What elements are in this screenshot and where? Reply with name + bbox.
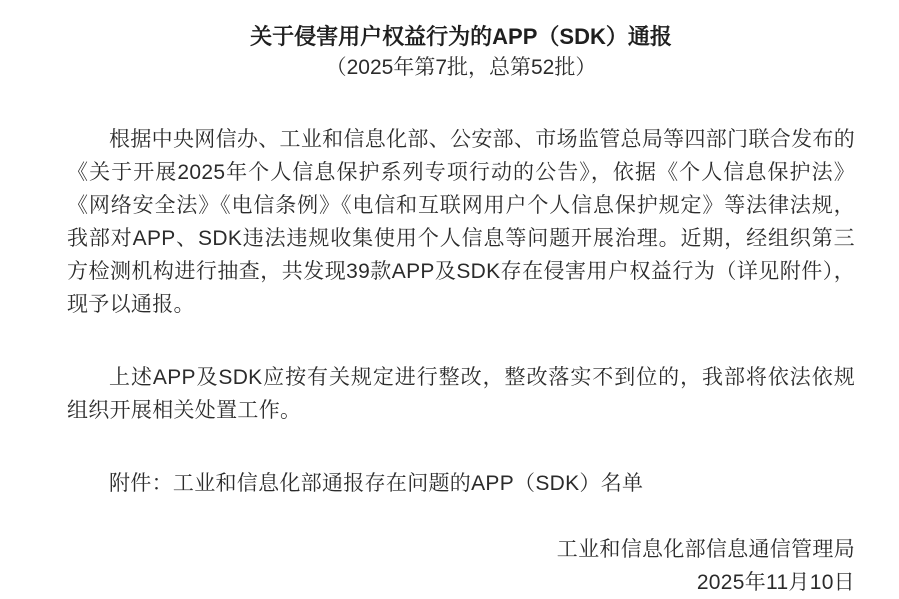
notice-content <box>67 0 855 599</box>
notice-paragraph-2: 上述APP及SDK应按有关规定进行整改，整改落实不到位的，我部将依法依规组织开展相关处置工作。 <box>67 366 855 422</box>
attachment-line: 附件：工业和信息化部通报存在问题的APP（SDK）名单 <box>109 472 644 495</box>
notice-subtitle: （2025年第7批，总第52批） <box>325 56 597 79</box>
notice-paragraph-1: 根据中央网信办、工业和信息化部、公安部、市场监管总局等四部门联合发布的《关于开展2025年个人信息保护系列专项行动的公告》，依据《个人信息保护法》《网络安全法》《电信条例》《电信和互联网用户个人信息保护规定》等法律法规，我部对APP、SDK违法违规收集使用个人信息等问题开展治理。近期，经组织第三方检测机构进行抽查，共发现39款APP及SDK存在侵害用户权益行为（详见附件），现予以通报。 <box>67 128 855 316</box>
notice-title: 关于侵害用户权益行为的APP（SDK）通报 <box>250 24 672 49</box>
issue-date: 2025年11月10日 <box>696 571 855 594</box>
issuing-department: 工业和信息化部信息通信管理局 <box>556 538 855 561</box>
signature-block <box>67 533 855 599</box>
